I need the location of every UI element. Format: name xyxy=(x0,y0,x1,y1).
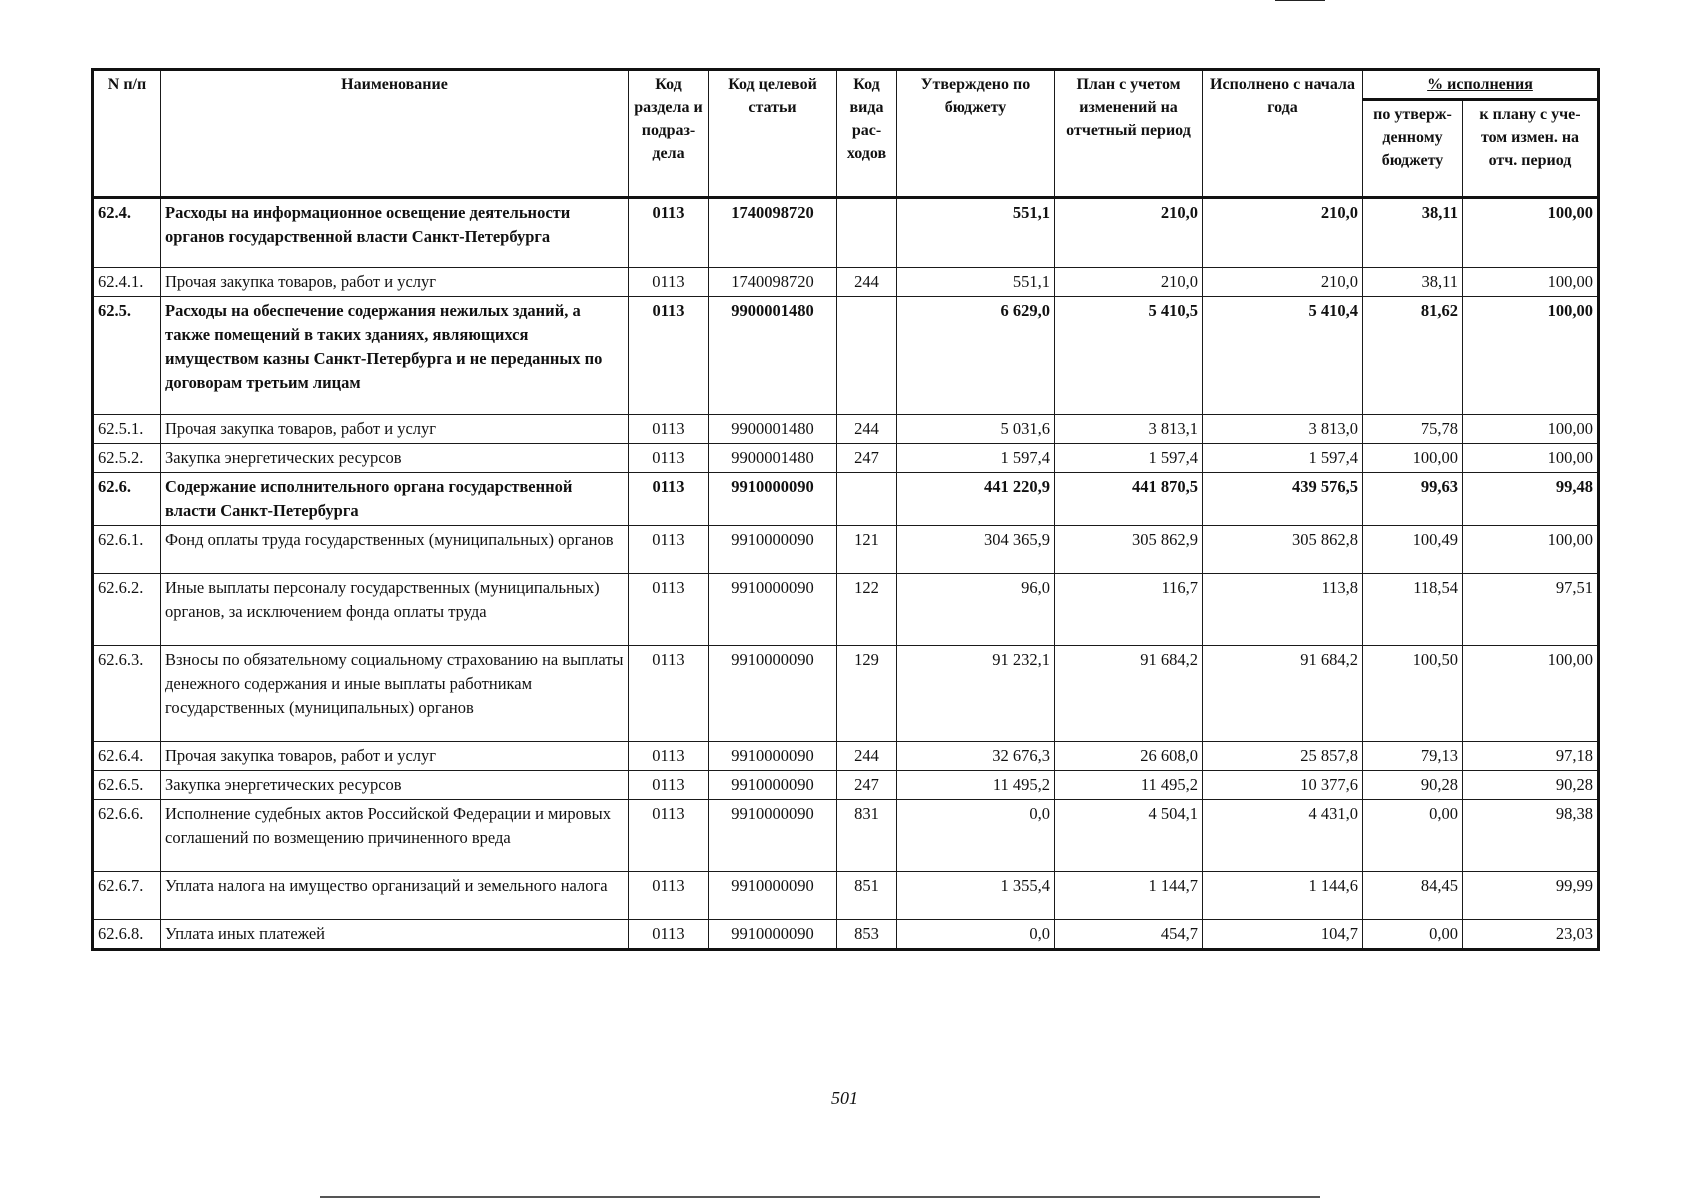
cell-approved: 1 597,4 xyxy=(897,444,1055,473)
cell-approved: 551,1 xyxy=(897,198,1055,268)
cell-executed: 104,7 xyxy=(1203,920,1363,950)
cell-name: Закупка энергетических ресурсов xyxy=(161,444,629,473)
cell-expense-code: 122 xyxy=(837,574,897,646)
budget-execution-table xyxy=(91,68,1600,951)
cell-executed: 10 377,6 xyxy=(1203,771,1363,800)
cell-target-code: 9910000090 xyxy=(709,920,837,950)
scan-artifact-bottom xyxy=(320,1196,1320,1198)
cell-target-code: 9900001480 xyxy=(709,444,837,473)
cell-name: Уплата иных платежей xyxy=(161,920,629,950)
header-section-code: Код раздела и подраз-дела xyxy=(629,70,709,198)
cell-target-code: 9910000090 xyxy=(709,742,837,771)
cell-section-code: 0113 xyxy=(629,920,709,950)
table-row xyxy=(93,646,1599,742)
cell-pct-budget: 79,13 xyxy=(1363,742,1463,771)
table-header xyxy=(93,70,1599,198)
cell-pct-plan: 100,00 xyxy=(1463,198,1599,268)
cell-name: Прочая закупка товаров, работ и услуг xyxy=(161,415,629,444)
cell-pct-plan: 23,03 xyxy=(1463,920,1599,950)
cell-pct-budget: 100,49 xyxy=(1363,526,1463,574)
cell-executed: 113,8 xyxy=(1203,574,1363,646)
cell-executed: 210,0 xyxy=(1203,268,1363,297)
cell-pct-budget: 100,50 xyxy=(1363,646,1463,742)
cell-plan: 1 597,4 xyxy=(1055,444,1203,473)
cell-num: 62.5.1. xyxy=(93,415,161,444)
cell-target-code: 9900001480 xyxy=(709,415,837,444)
cell-executed: 439 576,5 xyxy=(1203,473,1363,526)
cell-approved: 96,0 xyxy=(897,574,1055,646)
cell-approved: 551,1 xyxy=(897,268,1055,297)
cell-name: Взносы по обязательному социальному страхованию на выплаты денежного содержания и иные выплаты работникам государственных (муниципальных) органов xyxy=(161,646,629,742)
cell-executed: 25 857,8 xyxy=(1203,742,1363,771)
cell-num: 62.6.8. xyxy=(93,920,161,950)
header-approved: Утверждено по бюджету xyxy=(897,70,1055,198)
cell-approved: 304 365,9 xyxy=(897,526,1055,574)
cell-approved: 1 355,4 xyxy=(897,872,1055,920)
cell-expense-code: 247 xyxy=(837,444,897,473)
cell-expense-code: 244 xyxy=(837,415,897,444)
cell-executed: 1 597,4 xyxy=(1203,444,1363,473)
cell-pct-plan: 97,18 xyxy=(1463,742,1599,771)
cell-name: Прочая закупка товаров, работ и услуг xyxy=(161,742,629,771)
cell-approved: 32 676,3 xyxy=(897,742,1055,771)
cell-plan: 116,7 xyxy=(1055,574,1203,646)
cell-executed: 4 431,0 xyxy=(1203,800,1363,872)
table-row xyxy=(93,297,1599,415)
cell-pct-budget: 118,54 xyxy=(1363,574,1463,646)
cell-pct-budget: 0,00 xyxy=(1363,800,1463,872)
cell-target-code: 1740098720 xyxy=(709,198,837,268)
cell-pct-budget: 90,28 xyxy=(1363,771,1463,800)
cell-plan: 3 813,1 xyxy=(1055,415,1203,444)
cell-num: 62.6.5. xyxy=(93,771,161,800)
cell-expense-code: 244 xyxy=(837,742,897,771)
cell-expense-code: 247 xyxy=(837,771,897,800)
cell-expense-code: 244 xyxy=(837,268,897,297)
cell-num: 62.5. xyxy=(93,297,161,415)
table-row xyxy=(93,198,1599,268)
table-row xyxy=(93,473,1599,526)
cell-section-code: 0113 xyxy=(629,198,709,268)
cell-executed: 1 144,6 xyxy=(1203,872,1363,920)
cell-approved: 6 629,0 xyxy=(897,297,1055,415)
header-executed: Исполнено с начала года xyxy=(1203,70,1363,198)
table-row xyxy=(93,526,1599,574)
cell-pct-plan: 100,00 xyxy=(1463,444,1599,473)
cell-num: 62.6.2. xyxy=(93,574,161,646)
cell-section-code: 0113 xyxy=(629,415,709,444)
cell-executed: 5 410,4 xyxy=(1203,297,1363,415)
cell-pct-plan: 100,00 xyxy=(1463,268,1599,297)
cell-section-code: 0113 xyxy=(629,646,709,742)
cell-name: Прочая закупка товаров, работ и услуг xyxy=(161,268,629,297)
cell-pct-plan: 100,00 xyxy=(1463,415,1599,444)
cell-plan: 5 410,5 xyxy=(1055,297,1203,415)
header-expense-code: Код вида рас-ходов xyxy=(837,70,897,198)
cell-name: Расходы на информационное освещение деятельности органов государственной власти Санкт-Петербурга xyxy=(161,198,629,268)
cell-expense-code xyxy=(837,297,897,415)
cell-pct-plan: 100,00 xyxy=(1463,646,1599,742)
cell-pct-budget: 38,11 xyxy=(1363,198,1463,268)
cell-pct-plan: 99,99 xyxy=(1463,872,1599,920)
cell-name: Исполнение судебных актов Российской Федерации и мировых соглашений по возмещению причиненного вреда xyxy=(161,800,629,872)
table-row xyxy=(93,742,1599,771)
cell-plan: 91 684,2 xyxy=(1055,646,1203,742)
cell-expense-code xyxy=(837,473,897,526)
table-row xyxy=(93,268,1599,297)
cell-pct-plan: 100,00 xyxy=(1463,526,1599,574)
cell-pct-budget: 38,11 xyxy=(1363,268,1463,297)
cell-approved: 441 220,9 xyxy=(897,473,1055,526)
cell-target-code: 9910000090 xyxy=(709,771,837,800)
cell-executed: 210,0 xyxy=(1203,198,1363,268)
cell-pct-budget: 81,62 xyxy=(1363,297,1463,415)
cell-pct-budget: 75,78 xyxy=(1363,415,1463,444)
cell-section-code: 0113 xyxy=(629,574,709,646)
cell-pct-budget: 100,00 xyxy=(1363,444,1463,473)
cell-num: 62.5.2. xyxy=(93,444,161,473)
cell-pct-plan: 99,48 xyxy=(1463,473,1599,526)
cell-target-code: 9910000090 xyxy=(709,800,837,872)
page-number: 501 xyxy=(831,1088,858,1108)
cell-executed: 3 813,0 xyxy=(1203,415,1363,444)
table-body xyxy=(93,198,1599,950)
cell-plan: 1 144,7 xyxy=(1055,872,1203,920)
cell-approved: 11 495,2 xyxy=(897,771,1055,800)
cell-executed: 91 684,2 xyxy=(1203,646,1363,742)
table-row xyxy=(93,771,1599,800)
table-row xyxy=(93,574,1599,646)
cell-name: Уплата налога на имущество организаций и земельного налога xyxy=(161,872,629,920)
cell-num: 62.6.4. xyxy=(93,742,161,771)
header-target-code: Код целевой статьи xyxy=(709,70,837,198)
cell-pct-budget: 0,00 xyxy=(1363,920,1463,950)
cell-target-code: 9910000090 xyxy=(709,646,837,742)
cell-name: Иные выплаты персоналу государственных (муниципальных) органов, за исключением фонда оплаты труда xyxy=(161,574,629,646)
cell-expense-code: 831 xyxy=(837,800,897,872)
cell-approved: 0,0 xyxy=(897,920,1055,950)
cell-name: Фонд оплаты труда государственных (муниципальных) органов xyxy=(161,526,629,574)
cell-name: Содержание исполнительного органа государственной власти Санкт-Петербурга xyxy=(161,473,629,526)
cell-num: 62.6.6. xyxy=(93,800,161,872)
table-row xyxy=(93,800,1599,872)
cell-num: 62.6.1. xyxy=(93,526,161,574)
cell-section-code: 0113 xyxy=(629,771,709,800)
table-row xyxy=(93,920,1599,950)
table-row xyxy=(93,872,1599,920)
cell-plan: 305 862,9 xyxy=(1055,526,1203,574)
cell-plan: 11 495,2 xyxy=(1055,771,1203,800)
header-num: N п/п xyxy=(93,70,161,198)
cell-plan: 210,0 xyxy=(1055,198,1203,268)
table-row xyxy=(93,415,1599,444)
cell-plan: 26 608,0 xyxy=(1055,742,1203,771)
cell-approved: 0,0 xyxy=(897,800,1055,872)
cell-expense-code: 851 xyxy=(837,872,897,920)
cell-approved: 5 031,6 xyxy=(897,415,1055,444)
cell-target-code: 9900001480 xyxy=(709,297,837,415)
cell-expense-code: 129 xyxy=(837,646,897,742)
cell-section-code: 0113 xyxy=(629,444,709,473)
cell-target-code: 9910000090 xyxy=(709,872,837,920)
cell-executed: 305 862,8 xyxy=(1203,526,1363,574)
cell-pct-plan: 90,28 xyxy=(1463,771,1599,800)
cell-section-code: 0113 xyxy=(629,268,709,297)
cell-approved: 91 232,1 xyxy=(897,646,1055,742)
cell-section-code: 0113 xyxy=(629,872,709,920)
cell-section-code: 0113 xyxy=(629,742,709,771)
header-pct-plan: к плану с уче-том измен. на отч. период xyxy=(1463,100,1599,198)
table-row xyxy=(93,444,1599,473)
cell-target-code: 9910000090 xyxy=(709,526,837,574)
cell-pct-budget: 84,45 xyxy=(1363,872,1463,920)
cell-name: Расходы на обеспечение содержания нежилых зданий, а также помещений в таких зданиях, являющихся имуществом казны Санкт-Петербурга и не переданных по договорам третьим лицам xyxy=(161,297,629,415)
cell-pct-plan: 98,38 xyxy=(1463,800,1599,872)
cell-pct-plan: 100,00 xyxy=(1463,297,1599,415)
cell-plan: 210,0 xyxy=(1055,268,1203,297)
cell-target-code: 9910000090 xyxy=(709,574,837,646)
cell-num: 62.6. xyxy=(93,473,161,526)
cell-section-code: 0113 xyxy=(629,800,709,872)
cell-num: 62.4. xyxy=(93,198,161,268)
cell-plan: 4 504,1 xyxy=(1055,800,1203,872)
cell-pct-plan: 97,51 xyxy=(1463,574,1599,646)
cell-num: 62.6.7. xyxy=(93,872,161,920)
cell-num: 62.4.1. xyxy=(93,268,161,297)
cell-expense-code: 853 xyxy=(837,920,897,950)
cell-target-code: 9910000090 xyxy=(709,473,837,526)
cell-num: 62.6.3. xyxy=(93,646,161,742)
cell-name: Закупка энергетических ресурсов xyxy=(161,771,629,800)
header-plan: План с учетом изменений на отчетный период xyxy=(1055,70,1203,198)
cell-section-code: 0113 xyxy=(629,526,709,574)
header-pct-group: % исполнения xyxy=(1363,70,1599,100)
cell-pct-budget: 99,63 xyxy=(1363,473,1463,526)
cell-plan: 441 870,5 xyxy=(1055,473,1203,526)
cell-section-code: 0113 xyxy=(629,297,709,415)
cell-section-code: 0113 xyxy=(629,473,709,526)
cell-target-code: 1740098720 xyxy=(709,268,837,297)
header-name: Наименование xyxy=(161,70,629,198)
cell-expense-code: 121 xyxy=(837,526,897,574)
header-pct-budget: по утверж-денному бюджету xyxy=(1363,100,1463,198)
cell-plan: 454,7 xyxy=(1055,920,1203,950)
scan-artifact-top xyxy=(1275,0,1325,1)
cell-expense-code xyxy=(837,198,897,268)
